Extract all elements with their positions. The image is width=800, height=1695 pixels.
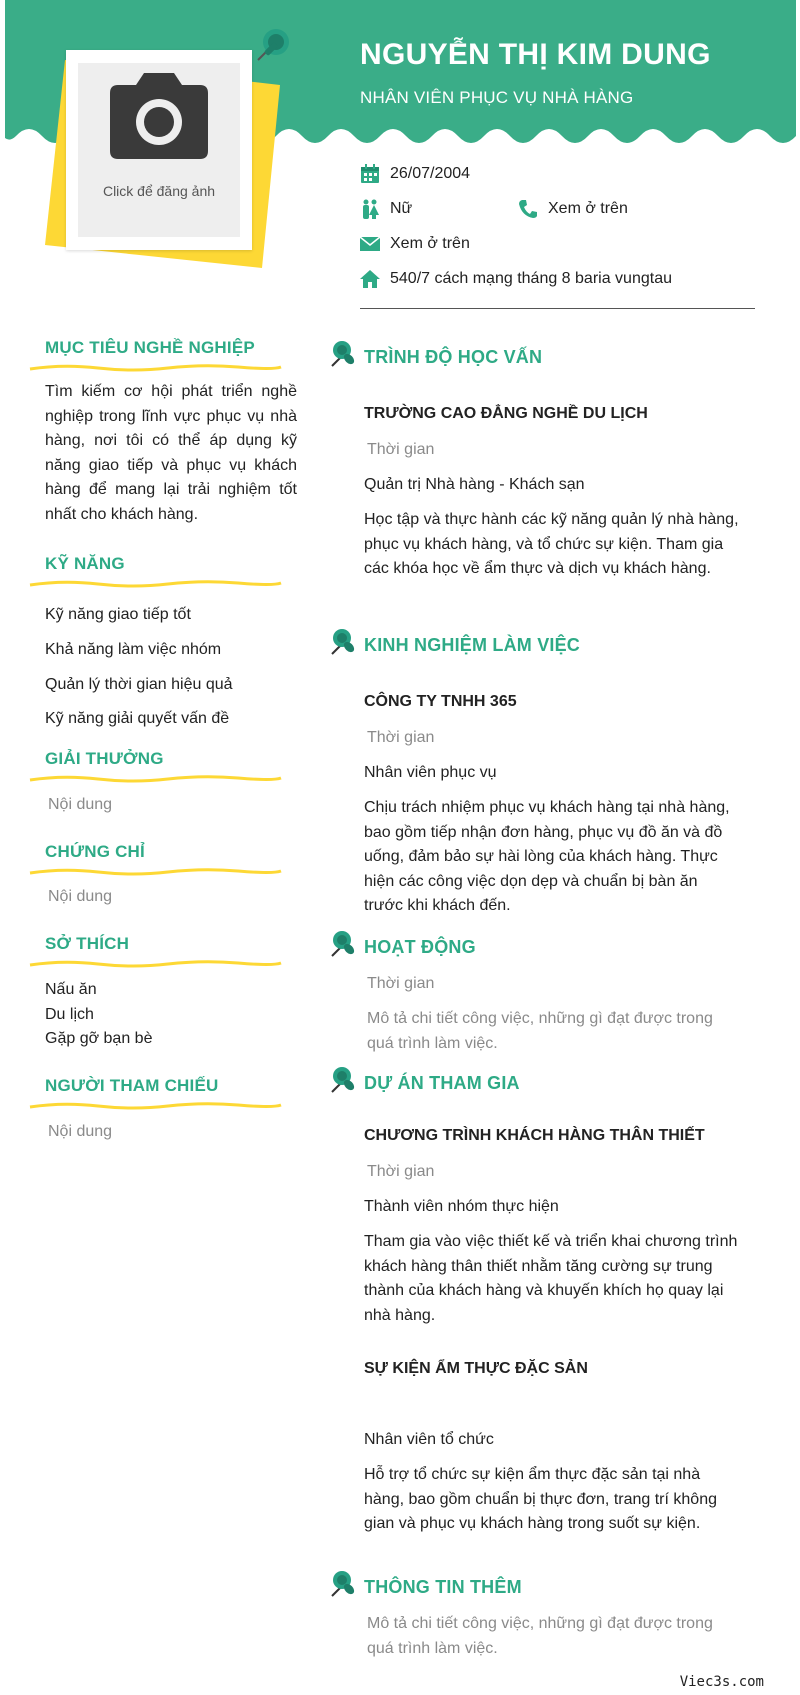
contact-divider (360, 308, 755, 309)
experience-role: Nhân viên phục vụ (364, 764, 497, 781)
calendar-icon (360, 164, 380, 184)
education-desc: Học tập và thực hành các kỹ năng quản lý nhà hàng, phục vụ khách hàng, và tổ chức sự kiện. Tham gia các khóa học về ẩm thực và dịch vụ khách hàng. (364, 511, 739, 577)
skill-item: Kỹ năng giao tiếp tốt (45, 606, 191, 623)
candidate-position: NHÂN VIÊN PHỤC VỤ NHÀ HÀNG (360, 88, 634, 107)
experience-desc: Chịu trách nhiệm phục vụ khách hàng tại nhà hàng, bao gồm tiếp nhận đơn hàng, phục vụ đồ ăn và đồ uống, đảm bảo sự hài lòng của khách hàng. Thực hiện các công việc dọn dẹp và chuẩn bị bàn ăn trước khi khách đến. (364, 799, 730, 914)
photo-caption: Click để đăng ảnh (102, 183, 216, 199)
activities-time[interactable]: Thời gian (367, 975, 435, 992)
references-wave (28, 1100, 283, 1112)
pushpin-icon (328, 928, 358, 960)
hobby-item: Gặp gỡ bạn bè (45, 1030, 153, 1047)
photo-placeholder[interactable] (78, 63, 240, 237)
address-value: 540/7 cách mạng tháng 8 baria vungtau (390, 270, 672, 287)
pushpin-icon (328, 626, 358, 658)
awards-wave (28, 773, 283, 785)
project-desc: Tham gia vào việc thiết kế và triển khai chương trình khách hàng thân thiết nhằm tăng cường sự trung thành của khách hàng và khuyến khích họ quay lại nhà hàng. (364, 1233, 738, 1324)
activities-desc[interactable]: Mô tả chi tiết công việc, những gì đạt được trong quá trình làm việc. (367, 1010, 713, 1052)
address-row (360, 269, 672, 289)
email-row (360, 234, 470, 254)
skills-title: KỸ NĂNG (45, 554, 125, 573)
gender-value: Nữ (390, 200, 413, 217)
skill-item: Khả năng làm việc nhóm (45, 641, 222, 658)
additional-title: THÔNG TIN THÊM (364, 1577, 522, 1597)
awards-content[interactable]: Nội dung (48, 796, 113, 813)
experience-company: CÔNG TY TNHH 365 (364, 693, 517, 710)
objective-text: Tìm kiếm cơ hội phát triển nghề nghiệp trong lĩnh vực phục vụ nhà hàng, nơi tôi có thể áp dụng kỹ năng giao tiếp và phục vụ khách hàng để mang lại trải nghiệm tốt nhất cho khách hàng. (45, 383, 297, 523)
candidate-name: NGUYỄN THỊ KIM DUNG (360, 38, 711, 71)
home-icon (360, 269, 380, 289)
pushpin-icon (328, 1568, 358, 1600)
additional-desc[interactable]: Mô tả chi tiết công việc, những gì đạt được trong quá trình làm việc. (367, 1615, 713, 1657)
watermark: Viec3s.com (679, 1674, 764, 1690)
photo-card (66, 50, 252, 250)
photo-area[interactable] (40, 30, 290, 280)
skills-wave (28, 578, 283, 590)
project-name: SỰ KIỆN ẨM THỰC ĐẶC SẢN (364, 1360, 588, 1377)
project-name: CHƯƠNG TRÌNH KHÁCH HÀNG THÂN THIẾT (364, 1127, 705, 1144)
experience-time[interactable]: Thời gian (367, 729, 435, 746)
references-content[interactable]: Nội dung (48, 1123, 113, 1140)
email-value: Xem ở trên (390, 235, 470, 252)
skill-item: Quản lý thời gian hiệu quả (45, 676, 233, 693)
camera-icon (78, 63, 240, 183)
birthdate-row (360, 164, 470, 184)
objective-title: MỤC TIÊU NGHỀ NGHIỆP (45, 338, 255, 357)
references-title: NGƯỜI THAM CHIẾU (45, 1076, 219, 1095)
hobby-item: Nấu ăn (45, 981, 97, 998)
education-title: TRÌNH ĐỘ HỌC VẤN (364, 347, 543, 367)
education-school: TRƯỜNG CAO ĐẲNG NGHỀ DU LỊCH (364, 405, 648, 422)
experience-title: KINH NGHIỆM LÀM VIỆC (364, 635, 581, 655)
certificates-wave (28, 866, 283, 878)
project-time[interactable]: Thời gian (367, 1163, 435, 1180)
education-time[interactable]: Thời gian (367, 441, 435, 458)
project-role: Thành viên nhóm thực hiện (364, 1198, 559, 1215)
hobbies-title: SỞ THÍCH (45, 934, 130, 953)
hobbies-wave (28, 958, 283, 970)
email-icon (360, 234, 380, 254)
activities-title: HOẠT ĐỘNG (364, 937, 476, 957)
pushpin-icon (328, 1064, 358, 1096)
certificates-content[interactable]: Nội dung (48, 888, 113, 905)
education-major: Quản trị Nhà hàng - Khách sạn (364, 476, 585, 493)
gender-icon (360, 199, 380, 219)
pushpin-icon (250, 24, 294, 68)
birthdate-value: 26/07/2004 (390, 165, 471, 182)
project-role: Nhân viên tổ chức (364, 1431, 494, 1448)
phone-icon (518, 199, 538, 219)
pushpin-icon (328, 338, 358, 370)
phone-value: Xem ở trên (548, 200, 628, 217)
awards-title: GIẢI THƯỞNG (45, 749, 164, 768)
phone-row (518, 199, 628, 219)
project-desc: Hỗ trợ tổ chức sự kiện ẩm thực đặc sản tại nhà hàng, bao gồm chuẩn bị thực đơn, trang trí không gian và phục vụ khách hàng trong suốt sự kiện. (364, 1466, 717, 1532)
skill-item: Kỹ năng giải quyết vấn đề (45, 710, 230, 727)
projects-title: DỰ ÁN THAM GIA (364, 1073, 520, 1093)
hobby-item: Du lịch (45, 1006, 94, 1023)
gender-row (360, 199, 412, 219)
objective-wave (28, 362, 283, 374)
certificates-title: CHỨNG CHỈ (45, 842, 145, 861)
